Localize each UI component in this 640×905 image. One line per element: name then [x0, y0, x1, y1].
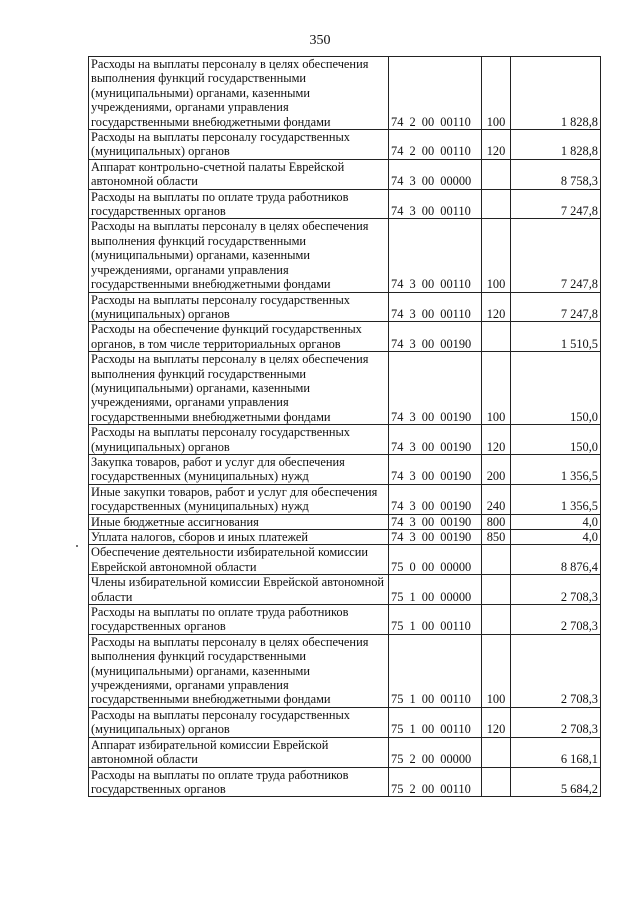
row-name: Расходы на выплаты персоналу в целях обеспечения выполнения функций государственными (муниципальными) органами, казенными учреждениями, органами управления государственными внебюджетными фондами — [89, 634, 389, 707]
row-amount: 6 168,1 — [511, 737, 601, 767]
table-row — [89, 130, 601, 160]
table-row — [89, 575, 601, 605]
row-code: 75 1 00 00110 — [389, 634, 482, 707]
row-expense-type: 120 — [482, 425, 511, 455]
row-amount: 1 510,5 — [511, 322, 601, 352]
row-expense-type — [482, 159, 511, 189]
row-expense-type — [482, 545, 511, 575]
row-amount: 7 247,8 — [511, 189, 601, 219]
row-amount: 7 247,8 — [511, 292, 601, 322]
table-row — [89, 737, 601, 767]
table-row — [89, 425, 601, 455]
row-name: Расходы на выплаты персоналу государственных (муниципальных) органов — [89, 292, 389, 322]
row-expense-type: 120 — [482, 707, 511, 737]
table-row — [89, 484, 601, 514]
row-expense-type — [482, 189, 511, 219]
row-code: 74 3 00 00110 — [389, 292, 482, 322]
row-amount: 1 828,8 — [511, 130, 601, 160]
row-code: 74 3 00 00190 — [389, 425, 482, 455]
row-code: 75 2 00 00000 — [389, 737, 482, 767]
row-name: Уплата налогов, сборов и иных платежей — [89, 530, 389, 545]
row-code: 75 2 00 00110 — [389, 767, 482, 797]
row-expense-type — [482, 767, 511, 797]
budget-table-body — [89, 57, 601, 797]
row-name: Расходы на выплаты персоналу в целях обеспечения выполнения функций государственными (муниципальными) органами, казенными учреждениями, органами управления государственными внебюджетными фондами — [89, 57, 389, 130]
row-expense-type: 800 — [482, 514, 511, 529]
row-amount: 5 684,2 — [511, 767, 601, 797]
table-row — [89, 767, 601, 797]
row-expense-type — [482, 322, 511, 352]
table-row — [89, 707, 601, 737]
row-name: Закупка товаров, работ и услуг для обеспечения государственных (муниципальных) нужд — [89, 454, 389, 484]
row-name: Члены избирательной комиссии Еврейской автономной области — [89, 575, 389, 605]
row-code: 74 3 00 00190 — [389, 514, 482, 529]
row-code: 74 3 00 00190 — [389, 322, 482, 352]
row-amount: 4,0 — [511, 530, 601, 545]
row-code: 75 1 00 00110 — [389, 707, 482, 737]
row-amount: 1 356,5 — [511, 454, 601, 484]
row-code: 74 3 00 00110 — [389, 189, 482, 219]
table-row — [89, 292, 601, 322]
row-name: Иные закупки товаров, работ и услуг для обеспечения государственных (муниципальных) нужд — [89, 484, 389, 514]
row-name: Расходы на выплаты по оплате труда работников государственных органов — [89, 605, 389, 635]
row-amount: 150,0 — [511, 352, 601, 425]
row-name: Расходы на выплаты по оплате труда работников государственных органов — [89, 189, 389, 219]
row-code: 75 0 00 00000 — [389, 545, 482, 575]
table-row — [89, 545, 601, 575]
row-expense-type: 850 — [482, 530, 511, 545]
row-amount: 150,0 — [511, 425, 601, 455]
row-name: Расходы на выплаты персоналу в целях обеспечения выполнения функций государственными (муниципальными) органами, казенными учреждениями, органами управления государственными внебюджетными фондами — [89, 352, 389, 425]
row-amount: 2 708,3 — [511, 575, 601, 605]
row-amount: 2 708,3 — [511, 634, 601, 707]
row-code: 74 3 00 00190 — [389, 454, 482, 484]
table-row — [89, 530, 601, 545]
table-row — [89, 322, 601, 352]
row-expense-type: 120 — [482, 130, 511, 160]
table-row — [89, 219, 601, 292]
row-name: Расходы на выплаты персоналу государственных (муниципальных) органов — [89, 130, 389, 160]
table-row — [89, 57, 601, 130]
row-amount: 8 758,3 — [511, 159, 601, 189]
row-amount: 8 876,4 — [511, 545, 601, 575]
row-code: 74 3 00 00190 — [389, 530, 482, 545]
row-code: 74 3 00 00000 — [389, 159, 482, 189]
row-expense-type: 200 — [482, 454, 511, 484]
row-expense-type: 240 — [482, 484, 511, 514]
row-expense-type: 100 — [482, 57, 511, 130]
row-amount: 4,0 — [511, 514, 601, 529]
row-name: Аппарат избирательной комиссии Еврейской автономной области — [89, 737, 389, 767]
row-amount: 1 828,8 — [511, 57, 601, 130]
row-code: 74 2 00 00110 — [389, 130, 482, 160]
row-name: Расходы на выплаты персоналу в целях обеспечения выполнения функций государственными (муниципальными) органами, казенными учреждениями, органами управления государственными внебюджетными фондами — [89, 219, 389, 292]
budget-table — [88, 56, 601, 797]
row-name: Расходы на обеспечение функций государственных органов, в том числе территориальных органов — [89, 322, 389, 352]
row-expense-type — [482, 605, 511, 635]
row-name: Расходы на выплаты по оплате труда работников государственных органов — [89, 767, 389, 797]
row-expense-type: 100 — [482, 219, 511, 292]
row-name: Расходы на выплаты персоналу государственных (муниципальных) органов — [89, 425, 389, 455]
table-row — [89, 189, 601, 219]
row-amount: 2 708,3 — [511, 707, 601, 737]
table-row — [89, 352, 601, 425]
table-row — [89, 634, 601, 707]
table-row — [89, 454, 601, 484]
scan-dot — [76, 545, 78, 547]
table-row — [89, 605, 601, 635]
row-name: Расходы на выплаты персоналу государственных (муниципальных) органов — [89, 707, 389, 737]
row-code: 74 3 00 00190 — [389, 352, 482, 425]
row-code: 75 1 00 00000 — [389, 575, 482, 605]
row-name: Аппарат контрольно-счетной палаты Еврейской автономной области — [89, 159, 389, 189]
row-code: 74 3 00 00110 — [389, 219, 482, 292]
row-amount: 7 247,8 — [511, 219, 601, 292]
page-number: 350 — [309, 33, 331, 48]
row-expense-type: 120 — [482, 292, 511, 322]
row-name: Иные бюджетные ассигнования — [89, 514, 389, 529]
row-amount: 1 356,5 — [511, 484, 601, 514]
row-amount: 2 708,3 — [511, 605, 601, 635]
row-code: 74 3 00 00190 — [389, 484, 482, 514]
row-expense-type: 100 — [482, 352, 511, 425]
row-code: 74 2 00 00110 — [389, 57, 482, 130]
row-code: 75 1 00 00110 — [389, 605, 482, 635]
table-row — [89, 514, 601, 529]
row-expense-type — [482, 575, 511, 605]
row-name: Обеспечение деятельности избирательной комиссии Еврейской автономной области — [89, 545, 389, 575]
row-expense-type: 100 — [482, 634, 511, 707]
table-row — [89, 159, 601, 189]
row-expense-type — [482, 737, 511, 767]
